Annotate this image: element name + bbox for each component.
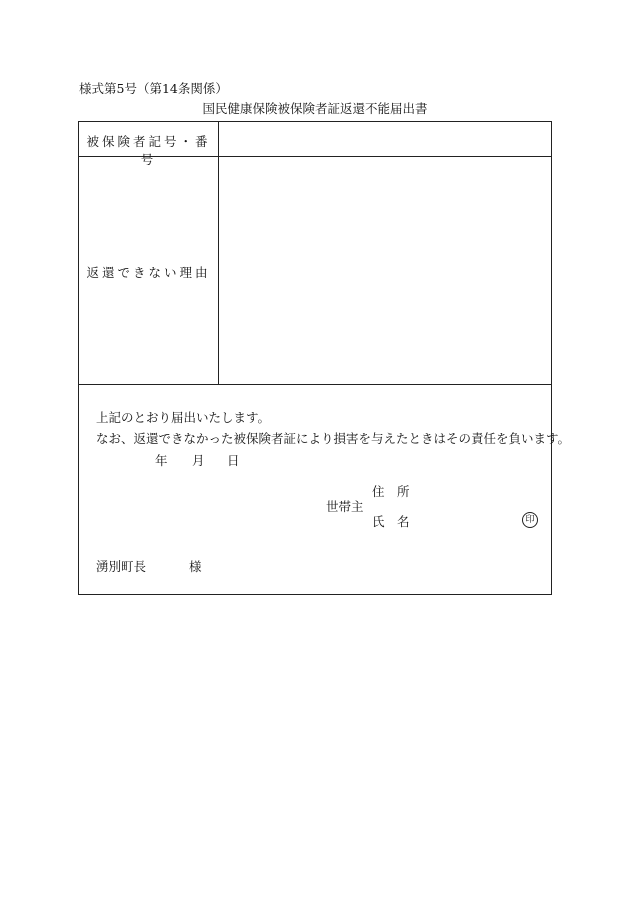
household-head-label: 世帯主	[326, 499, 364, 514]
date-month-label: 月	[192, 453, 205, 468]
insured-number-field[interactable]	[220, 123, 550, 155]
declaration-line-1: 上記のとおり届出いたします。	[96, 410, 271, 425]
date-year-label: 年	[155, 453, 168, 468]
honorific-label: 様	[189, 559, 202, 574]
form-table	[78, 121, 571, 595]
date-day-label: 日	[227, 453, 240, 468]
seal-mark: 印	[522, 512, 538, 528]
form-number: 様式第5号（第14条関係）	[79, 81, 228, 96]
column-divider	[218, 122, 219, 384]
address-label: 住 所	[372, 484, 410, 499]
declaration-line-2: なお、返還できなかった被保険者証により損害を与えたときはその責任を負います。	[96, 431, 571, 446]
reason-label: 返還できない理由	[86, 265, 211, 280]
document-title: 国民健康保険被保険者証返還不能届出書	[202, 101, 428, 116]
recipient-label: 湧別町長	[96, 559, 147, 574]
row-divider-2	[79, 384, 551, 385]
insured-number-label: 被保険者記号・番号	[86, 134, 211, 167]
name-label: 氏 名	[372, 514, 410, 529]
reason-field[interactable]	[220, 158, 550, 382]
